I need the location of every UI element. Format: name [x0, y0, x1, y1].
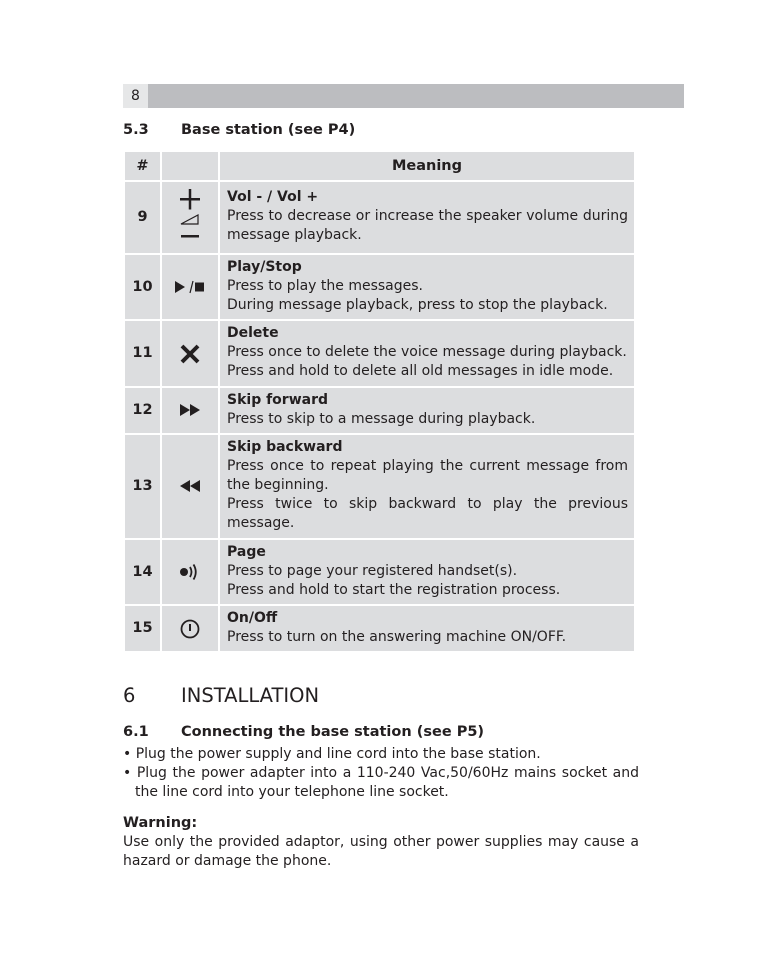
chapter-title: INSTALLATION — [181, 684, 320, 707]
page-icon — [161, 539, 219, 605]
row-number: 11 — [124, 320, 161, 387]
row-description: Press to decrease or increase the speaker volume during message playback. — [227, 208, 628, 243]
row-number: 14 — [124, 539, 161, 605]
button-reference-table — [123, 150, 636, 653]
header-meaning: Meaning — [219, 151, 635, 181]
table-row — [124, 605, 635, 652]
row-title: Vol - / Vol + — [227, 189, 319, 205]
row-description: Press twice to skip backward to play the previous message. — [227, 496, 628, 531]
row-number: 15 — [124, 605, 161, 652]
row-number: 13 — [124, 434, 161, 539]
row-number: 9 — [124, 181, 161, 254]
play-stop-icon — [161, 254, 219, 320]
table-row — [124, 320, 635, 387]
section-number: 6.1 — [123, 724, 149, 740]
table-row — [124, 434, 635, 539]
row-description: Press and hold to start the registration process. — [227, 581, 561, 598]
list-item: • Plug the power supply and line cord into the base station. — [123, 746, 541, 762]
section-number: 5.3 — [123, 122, 149, 138]
page-header-bar — [123, 84, 684, 108]
row-meaning — [219, 320, 635, 387]
header-hash: # — [124, 151, 161, 181]
section-title: Base station (see P4) — [181, 122, 356, 138]
skip-forward-icon — [161, 387, 219, 434]
row-title: Play/Stop — [227, 258, 302, 275]
row-description: Press to play the messages. — [227, 277, 423, 294]
row-title: Delete — [227, 325, 279, 341]
row-meaning — [219, 605, 635, 652]
volume-plus-minus-icon — [161, 181, 219, 254]
page-number: 8 — [123, 84, 148, 108]
table-row — [124, 539, 635, 605]
row-title: On/Off — [227, 609, 278, 626]
row-description: During message playback, press to stop the playback. — [227, 296, 608, 313]
row-title: Skip backward — [227, 439, 343, 455]
section-title: Connecting the base station (see P5) — [181, 724, 485, 740]
row-description: Press once to repeat playing the current message from the beginning. — [227, 458, 628, 493]
row-meaning — [219, 434, 635, 539]
header-icon — [161, 151, 219, 181]
delete-x-icon — [161, 320, 219, 387]
section-6-1-heading — [123, 724, 484, 740]
table-header-row — [124, 151, 635, 181]
warning-title: Warning: — [123, 815, 198, 831]
table-row — [124, 387, 635, 434]
row-description: Press to page your registered handset(s). — [227, 562, 518, 579]
warning-text: Use only the provided adaptor, using other power supplies may cause a hazard or damage the phone. — [123, 834, 639, 869]
row-number: 12 — [124, 387, 161, 434]
row-description: Press and hold to delete all old messages in idle mode. — [227, 363, 614, 379]
row-description: Press once to delete the voice message during playback. — [227, 344, 627, 360]
power-icon — [161, 605, 219, 652]
row-meaning — [219, 539, 635, 605]
row-title: Page — [227, 543, 266, 560]
list-item: • Plug the power adapter into a 110-240 Vac,50/60Hz mains socket and the line cord into your telephone line socket. — [123, 765, 639, 800]
table-row — [124, 181, 635, 254]
skip-backward-icon — [161, 434, 219, 539]
chapter-6-heading — [123, 684, 319, 707]
table-row — [124, 254, 635, 320]
row-description: Press to turn on the answering machine ON/OFF. — [227, 628, 567, 645]
row-meaning — [219, 387, 635, 434]
row-meaning — [219, 254, 635, 320]
row-number: 10 — [124, 254, 161, 320]
installation-steps-list — [123, 745, 639, 802]
chapter-number: 6 — [123, 684, 136, 707]
section-5-3-heading — [123, 122, 355, 138]
row-description: Press to skip to a message during playback. — [227, 410, 536, 427]
row-title: Skip forward — [227, 391, 329, 408]
row-meaning — [219, 181, 635, 254]
